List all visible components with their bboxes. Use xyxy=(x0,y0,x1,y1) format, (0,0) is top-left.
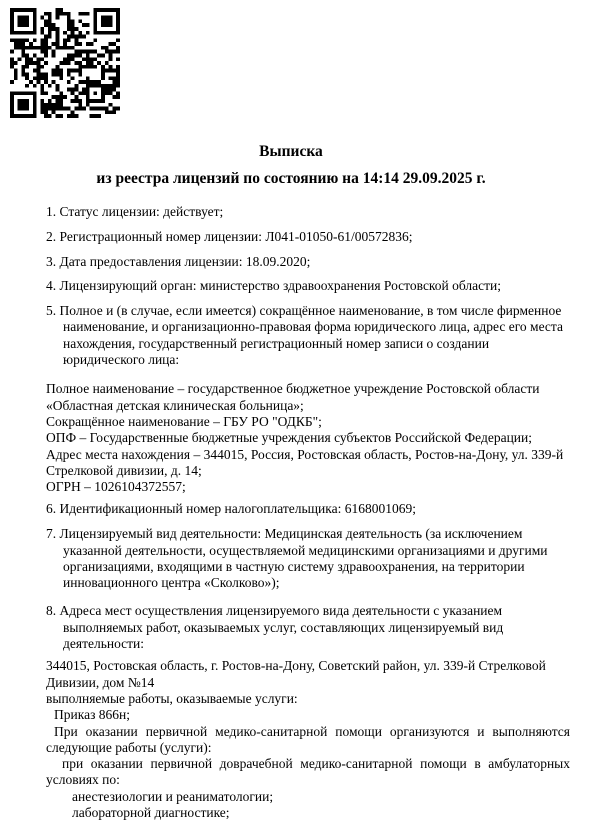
document-title: Выписка xyxy=(259,143,323,160)
item-text: Лицензируемый вид деятельности: Медицинская деятельность (за исключением указанной деятельности, осуществляемой медицинскими организациями и другими организациями, входящими в частную систему здравоохранения, на территории инновационного центра «Сколково»); xyxy=(59,526,548,591)
item-text: Статус лицензии: действует; xyxy=(59,204,224,219)
service-item: анестезиологии и реаниматологии; xyxy=(72,788,274,804)
works-paragraph-primary-care: При оказании первичной медико-санитарной помощи организуются и выполняются следующие работы (услуги): xyxy=(46,723,570,755)
activity-address: 344015, Ростовская область, г. Ростов-на-Дону, Советский район, ул. 339-й Стрелковой Дивизии, дом №14 xyxy=(46,658,546,690)
org-details-block xyxy=(46,381,570,495)
item-text: Регистрационный номер лицензии: Л041-01050-61/00572836; xyxy=(59,228,413,244)
item-number: 7. xyxy=(46,526,57,542)
document-body xyxy=(46,204,570,820)
org-address: Адрес места нахождения – 344015, Россия, Ростовская область, Ростов-на-Дону, ул. 339-й Стрелковой дивизии, д. 14; xyxy=(46,446,564,478)
item-text: Идентификационный номер налогоплательщика: 6168001069; xyxy=(59,501,416,517)
item-text: Дата предоставления лицензии: 18.09.2020; xyxy=(59,253,311,269)
item-number: 2. xyxy=(46,228,57,244)
document-header xyxy=(0,142,582,188)
org-legal-form: ОПФ – Государственные бюджетные учреждения субъектов Российской Федерации; xyxy=(46,430,533,446)
order-reference: Приказ 866н; xyxy=(54,707,131,723)
item-number: 8. xyxy=(46,603,57,619)
works-label: выполняемые работы, оказываемые услуги: xyxy=(46,690,298,706)
item-number: 6. xyxy=(46,501,57,517)
activity-block xyxy=(46,658,570,820)
item-license-status xyxy=(46,204,570,220)
document-subtitle: из реестра лицензий по состоянию на 14:14 29.09.2025 г. xyxy=(96,170,486,187)
org-short-name: Сокращённое наименование – ГБУ РО "ОДКБ"; xyxy=(46,413,322,429)
item-number: 1. xyxy=(46,204,57,219)
qr-code xyxy=(10,8,120,118)
item-taxpayer-number xyxy=(46,501,570,517)
item-number: 5. xyxy=(46,303,57,319)
item-grant-date xyxy=(46,254,570,270)
item-licensing-authority xyxy=(46,278,570,294)
item-text: Полное и (в случае, если имеется) сокращённое наименование, в том числе фирменное наименование, и организационно-правовая форма юридического лица, адрес его места нахождения, государственный регистрационный номер записи о создании юридического лица: xyxy=(59,303,563,368)
item-org-names-heading xyxy=(46,303,570,368)
item-number: 4. xyxy=(46,278,57,294)
item-text: Лицензирующий орган: министерство здравоохранения Ростовской области; xyxy=(59,278,502,294)
item-text: Адреса мест осуществления лицензируемого вида деятельности с указанием выполняемых работ, оказываемых услуг, составляющих лицензируемый вид деятельности: xyxy=(59,603,504,652)
service-item: лабораторной диагностике; xyxy=(72,805,230,820)
item-activity-addresses-heading xyxy=(46,603,570,652)
org-ogrn: ОГРН – 1026104372557; xyxy=(46,479,186,495)
works-paragraph-prehospital-care: при оказании первичной доврачебной медико-санитарной помощи в амбулаторных условиях по: xyxy=(46,756,570,788)
item-licensed-activity xyxy=(46,526,570,591)
item-registration-number xyxy=(46,229,570,245)
org-full-name: Полное наименование – государственное бюджетное учреждение Ростовской области «Областная детская клиническая больница»; xyxy=(46,381,540,413)
item-number: 3. xyxy=(46,253,57,269)
